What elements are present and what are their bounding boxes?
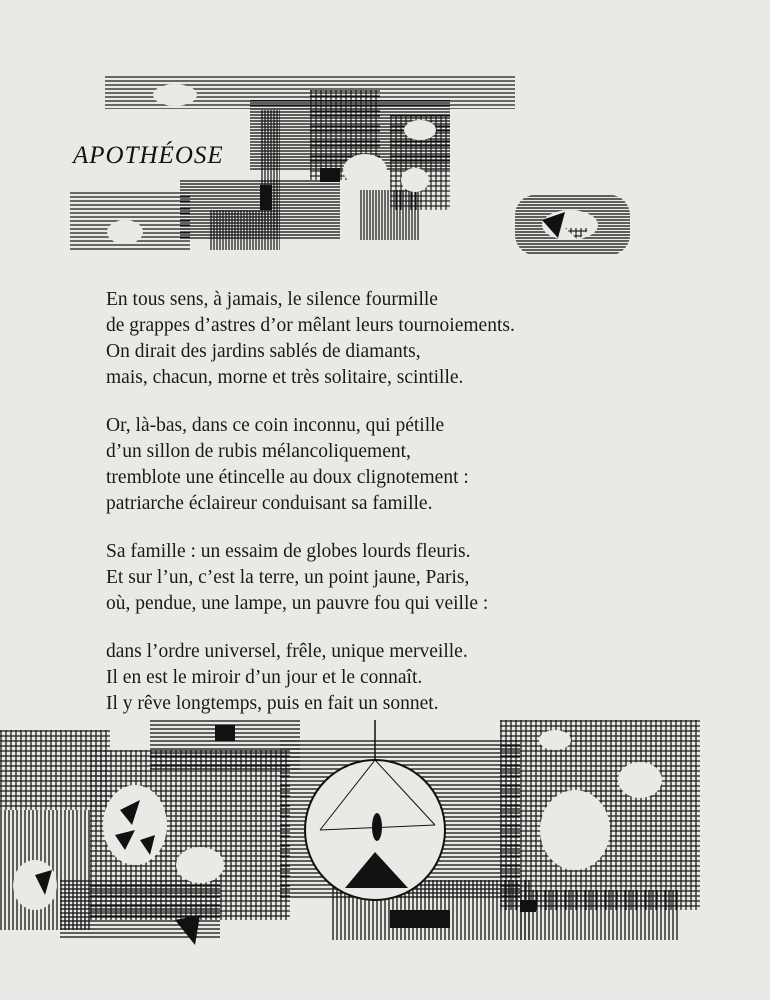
poem-body — [106, 287, 666, 739]
poem-line: d’un sillon de rubis mélancoliquement, — [106, 441, 411, 462]
bottom-engraving-illustration — [0, 700, 770, 960]
stanza-3 — [106, 539, 666, 617]
poem-line: patriarche éclaireur conduisant sa famille. — [106, 493, 433, 514]
poem-line: dans l’ordre universel, frêle, unique merveille. — [106, 641, 468, 662]
poem-line: En tous sens, à jamais, le silence fourmille — [106, 289, 438, 310]
poem-line: où, pendue, une lampe, un pauvre fou qui veille : — [106, 593, 489, 614]
poem-line: mais, chacun, morne et très solitaire, scintille. — [106, 367, 464, 388]
poem-line: de grappes d’astres d’or mêlant leurs tournoiements. — [106, 315, 515, 336]
stanza-1 — [106, 287, 666, 391]
poem-line: On dirait des jardins sablés de diamants, — [106, 341, 421, 362]
poem-line: Or, là-bas, dans ce coin inconnu, qui pétille — [106, 415, 445, 436]
poem-line: Sa famille : un essaim de globes lourds fleuris. — [106, 541, 471, 562]
poem-line: Il en est le miroir d’un jour et le connaît. — [106, 667, 423, 688]
poem-line: tremblote une étincelle au doux clignotement : — [106, 467, 469, 488]
poem-line: Il y rêve longtemps, puis en fait un sonnet. — [106, 693, 439, 714]
poem-line: Et sur l’un, c’est la terre, un point jaune, Paris, — [106, 567, 470, 588]
stanza-2 — [106, 413, 666, 517]
poem-title: APOTHÉOSE — [73, 142, 224, 169]
